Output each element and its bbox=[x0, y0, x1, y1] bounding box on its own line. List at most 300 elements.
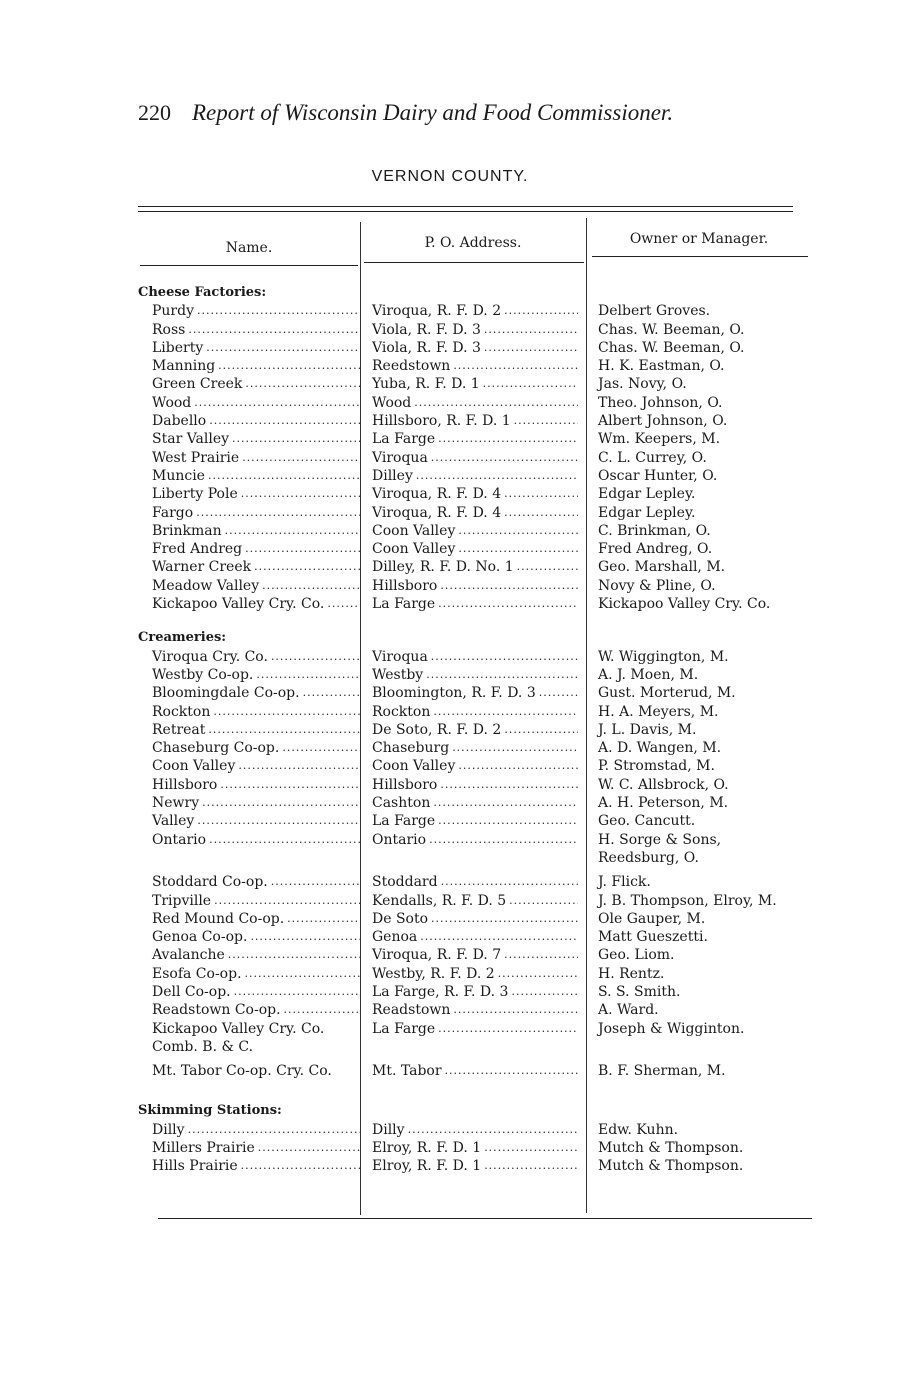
table-row bbox=[138, 873, 818, 891]
owner-cell bbox=[584, 302, 802, 320]
factory-name: Avalanche bbox=[152, 947, 225, 964]
owner-manager: C. L. Currey, O. bbox=[598, 449, 707, 466]
leader-dots bbox=[206, 412, 360, 430]
owner-manager: Jas. Novy, O. bbox=[598, 376, 687, 393]
factory-name-cell bbox=[138, 1062, 360, 1080]
po-address: Dilley bbox=[372, 467, 413, 484]
factory-name-cell bbox=[138, 558, 360, 576]
leader-dots bbox=[268, 648, 360, 666]
leader-dots bbox=[511, 412, 578, 430]
table-row bbox=[138, 739, 818, 757]
po-address: Viroqua, R. F. D. 4 bbox=[372, 504, 502, 521]
po-address: Yuba, R. F. D. 1 bbox=[372, 376, 480, 393]
address-cell bbox=[360, 485, 584, 503]
owner-cell bbox=[584, 1157, 802, 1175]
owner-manager: Mutch & Thompson. bbox=[598, 1140, 744, 1157]
table-row bbox=[138, 540, 818, 558]
leader-dots bbox=[255, 1139, 360, 1157]
table-row bbox=[138, 983, 818, 1001]
po-address: Rockton bbox=[372, 703, 431, 720]
section-heading: Skimming Stations: bbox=[138, 1103, 282, 1119]
leader-dots bbox=[481, 1157, 578, 1175]
table-row bbox=[138, 757, 818, 775]
address-cell bbox=[360, 577, 584, 595]
owner-cell bbox=[584, 339, 802, 357]
owner-manager: H. K. Eastman, O. bbox=[598, 358, 725, 375]
po-address: Viola, R. F. D. 3 bbox=[372, 321, 481, 338]
section-heading: Creameries: bbox=[138, 630, 227, 646]
leader-dots bbox=[514, 558, 578, 576]
po-address: La Farge bbox=[372, 813, 436, 830]
table-row bbox=[138, 577, 818, 595]
po-address: La Farge bbox=[372, 596, 436, 613]
owner-cell bbox=[584, 1062, 802, 1080]
leader-dots bbox=[324, 595, 360, 613]
address-cell bbox=[360, 522, 584, 540]
factory-name-cell bbox=[138, 485, 360, 503]
running-head bbox=[138, 100, 818, 126]
owner-manager: H. A. Meyers, M. bbox=[598, 703, 719, 720]
owner-manager: Kickapoo Valley Cry. Co. bbox=[598, 596, 771, 613]
owner-cell bbox=[584, 794, 802, 812]
leader-dots bbox=[501, 504, 578, 522]
factory-name-cell bbox=[138, 965, 360, 983]
factory-name: Kickapoo Valley Cry. Co. Comb. B. & C. bbox=[152, 1020, 325, 1055]
po-address: Dilley, R. F. D. No. 1 bbox=[372, 559, 514, 576]
table-row bbox=[138, 1121, 818, 1139]
leader-dots bbox=[210, 703, 360, 721]
factory-name-cell bbox=[138, 540, 360, 558]
table-row bbox=[138, 394, 818, 412]
owner-manager: J. B. Thompson, Elroy, M. bbox=[598, 892, 777, 909]
leader-dots bbox=[191, 394, 360, 412]
factory-name: Liberty bbox=[152, 339, 204, 356]
factory-name-cell bbox=[138, 302, 360, 320]
factory-name-cell bbox=[138, 910, 360, 928]
leader-dots bbox=[242, 375, 360, 393]
owner-cell bbox=[584, 873, 802, 891]
factory-name: Mt. Tabor Co-op. Cry. Co. bbox=[152, 1063, 332, 1080]
po-address: Viroqua bbox=[372, 449, 428, 466]
address-cell bbox=[360, 449, 584, 467]
header-underline-owner bbox=[592, 256, 808, 257]
owner-manager: Edgar Lepley. bbox=[598, 486, 696, 503]
owner-manager: W. Wiggington, M. bbox=[598, 648, 729, 665]
owner-manager: Geo. Liom. bbox=[598, 947, 675, 964]
leader-dots bbox=[428, 449, 578, 467]
po-address: Mt. Tabor bbox=[372, 1063, 442, 1080]
section-heading: Cheese Factories: bbox=[138, 285, 267, 300]
leader-dots bbox=[205, 721, 360, 739]
owner-cell bbox=[584, 666, 802, 684]
owner-cell bbox=[584, 1020, 802, 1038]
table-row bbox=[138, 648, 818, 666]
owner-manager: A. H. Peterson, M. bbox=[598, 795, 729, 812]
factory-name: Star Valley bbox=[152, 431, 230, 448]
factory-name: Warner Creek bbox=[152, 559, 252, 576]
factory-name: Esofa Co-op. bbox=[152, 965, 242, 982]
leader-dots bbox=[501, 485, 578, 503]
table-row bbox=[138, 1020, 818, 1057]
address-cell bbox=[360, 467, 584, 485]
leader-dots bbox=[430, 794, 578, 812]
owner-manager: Theo. Johnson, O. bbox=[598, 394, 723, 411]
factory-name-cell bbox=[138, 339, 360, 357]
address-cell bbox=[360, 412, 584, 430]
address-cell bbox=[360, 357, 584, 375]
leader-dots bbox=[428, 648, 578, 666]
address-cell bbox=[360, 703, 584, 721]
factory-name-cell bbox=[138, 776, 360, 794]
po-address: Bloomington, R. F. D. 3 bbox=[372, 685, 536, 702]
leader-dots bbox=[481, 1139, 578, 1157]
table-row bbox=[138, 965, 818, 983]
po-address: Wood bbox=[372, 394, 412, 411]
factory-name: Westby Co-op. bbox=[152, 666, 254, 683]
po-address: Readstown bbox=[372, 1002, 451, 1019]
table-row bbox=[138, 721, 818, 739]
table-row bbox=[138, 666, 818, 684]
table-row bbox=[138, 794, 818, 812]
table-row bbox=[138, 703, 818, 721]
factory-name-cell bbox=[138, 577, 360, 595]
leader-dots bbox=[480, 375, 578, 393]
bottom-rule bbox=[158, 1218, 812, 1219]
leader-dots bbox=[501, 302, 578, 320]
owner-cell bbox=[584, 467, 802, 485]
address-cell bbox=[360, 910, 584, 928]
top-rule bbox=[138, 206, 793, 207]
leader-dots bbox=[501, 721, 578, 739]
table-row bbox=[138, 1157, 818, 1175]
factory-name-cell bbox=[138, 467, 360, 485]
owner-cell bbox=[584, 648, 802, 666]
factory-name: Viroqua Cry. Co. bbox=[152, 648, 268, 665]
leader-dots bbox=[455, 522, 578, 540]
leader-dots bbox=[211, 892, 360, 910]
leader-dots bbox=[481, 321, 578, 339]
owner-cell bbox=[584, 1121, 802, 1139]
table-row bbox=[138, 485, 818, 503]
po-address: Coon Valley bbox=[372, 522, 456, 539]
factory-name-cell bbox=[138, 983, 360, 1001]
factory-name-cell bbox=[138, 1157, 360, 1175]
table-row bbox=[138, 831, 818, 868]
address-cell bbox=[360, 831, 584, 849]
po-address: Genoa bbox=[372, 929, 418, 946]
factory-name: Muncie bbox=[152, 467, 205, 484]
table-row bbox=[138, 892, 818, 910]
leader-dots bbox=[481, 339, 578, 357]
owner-cell bbox=[584, 430, 802, 448]
leader-dots bbox=[495, 965, 578, 983]
factory-name: West Prairie bbox=[152, 449, 240, 466]
factory-name-cell bbox=[138, 504, 360, 522]
factory-name-cell bbox=[138, 394, 360, 412]
factory-name-cell bbox=[138, 430, 360, 448]
address-cell bbox=[360, 721, 584, 739]
owner-cell bbox=[584, 1001, 802, 1019]
owner-manager: J. Flick. bbox=[598, 874, 651, 891]
factory-name-cell bbox=[138, 412, 360, 430]
header-underline-name bbox=[140, 265, 358, 266]
address-cell bbox=[360, 873, 584, 891]
owner-cell bbox=[584, 965, 802, 983]
factory-name: Bloomingdale Co-op. bbox=[152, 685, 300, 702]
factory-name-cell bbox=[138, 946, 360, 964]
factory-name-cell bbox=[138, 666, 360, 684]
owner-manager: Edw. Kuhn. bbox=[598, 1121, 679, 1138]
po-address: Coon Valley bbox=[372, 758, 456, 775]
owner-cell bbox=[584, 928, 802, 946]
owner-manager: Matt Gueszetti. bbox=[598, 929, 708, 946]
po-address: De Soto, R. F. D. 2 bbox=[372, 721, 502, 738]
leader-dots bbox=[238, 485, 360, 503]
factory-name: Green Creek bbox=[152, 376, 243, 393]
factory-name-cell bbox=[138, 449, 360, 467]
leader-dots bbox=[242, 965, 360, 983]
owner-cell bbox=[584, 522, 802, 540]
owner-cell bbox=[584, 577, 802, 595]
address-cell bbox=[360, 1121, 584, 1139]
factory-name-cell bbox=[138, 1139, 360, 1157]
address-cell bbox=[360, 666, 584, 684]
leader-dots bbox=[437, 577, 578, 595]
table-row bbox=[138, 339, 818, 357]
owner-manager: J. L. Davis, M. bbox=[598, 721, 697, 738]
po-address: La Farge, R. F. D. 3 bbox=[372, 983, 509, 1000]
factory-name: Genoa Co-op. bbox=[152, 929, 248, 946]
factory-name-cell bbox=[138, 522, 360, 540]
leader-dots bbox=[455, 757, 578, 775]
address-cell bbox=[360, 965, 584, 983]
leader-dots bbox=[185, 1121, 360, 1139]
po-address: Viroqua, R. F. D. 4 bbox=[372, 486, 502, 503]
factory-name-cell bbox=[138, 892, 360, 910]
leader-dots bbox=[423, 666, 578, 684]
owner-cell bbox=[584, 485, 802, 503]
address-cell bbox=[360, 648, 584, 666]
owner-cell bbox=[584, 703, 802, 721]
factory-name-cell bbox=[138, 794, 360, 812]
leader-dots bbox=[506, 892, 578, 910]
owner-cell bbox=[584, 892, 802, 910]
factory-name-cell bbox=[138, 595, 360, 613]
owner-manager: S. S. Smith. bbox=[598, 983, 681, 1000]
factory-name: Stoddard Co-op. bbox=[152, 874, 268, 891]
factory-name: Kickapoo Valley Cry. Co. bbox=[152, 596, 325, 613]
leader-dots bbox=[411, 394, 578, 412]
owner-cell bbox=[584, 449, 802, 467]
leader-dots bbox=[217, 776, 360, 794]
leader-dots bbox=[206, 831, 360, 849]
owner-manager: B. F. Sherman, M. bbox=[598, 1063, 726, 1080]
leader-dots bbox=[238, 1157, 360, 1175]
owner-cell bbox=[584, 910, 802, 928]
address-cell bbox=[360, 339, 584, 357]
address-cell bbox=[360, 394, 584, 412]
leader-dots bbox=[215, 357, 360, 375]
factory-name-cell bbox=[138, 721, 360, 739]
factory-name-cell bbox=[138, 321, 360, 339]
leader-dots bbox=[231, 983, 360, 1001]
owner-manager: Geo. Cancutt. bbox=[598, 813, 696, 830]
leader-dots bbox=[194, 302, 360, 320]
address-cell bbox=[360, 302, 584, 320]
factory-name-cell bbox=[138, 1020, 360, 1057]
table-row bbox=[138, 558, 818, 576]
owner-cell bbox=[584, 1139, 802, 1157]
factory-name: Meadow Valley bbox=[152, 577, 260, 594]
owner-manager: Geo. Marshall, M. bbox=[598, 559, 726, 576]
owner-manager: Chas. W. Beeman, O. bbox=[598, 321, 745, 338]
leader-dots bbox=[229, 430, 360, 448]
address-cell bbox=[360, 776, 584, 794]
column-header-owner: Owner or Manager. bbox=[629, 231, 769, 247]
po-address: Stoddard bbox=[372, 874, 438, 891]
leader-dots bbox=[455, 540, 578, 558]
leader-dots bbox=[253, 666, 360, 684]
leader-dots bbox=[450, 357, 578, 375]
leader-dots bbox=[279, 739, 360, 757]
address-cell bbox=[360, 1157, 584, 1175]
owner-cell bbox=[584, 831, 802, 868]
factory-name-cell bbox=[138, 1121, 360, 1139]
owner-cell bbox=[584, 595, 802, 613]
factory-name: Chaseburg Co-op. bbox=[152, 740, 280, 757]
table-row bbox=[138, 504, 818, 522]
table-row bbox=[138, 430, 818, 448]
owner-cell bbox=[584, 504, 802, 522]
leader-dots bbox=[199, 794, 360, 812]
table-row bbox=[138, 522, 818, 540]
owner-cell bbox=[584, 394, 802, 412]
factory-name-cell bbox=[138, 812, 360, 830]
owner-manager: Gust. Morterud, M. bbox=[598, 685, 736, 702]
address-cell bbox=[360, 1139, 584, 1157]
factory-name: Coon Valley bbox=[152, 758, 236, 775]
po-address: Hillsboro bbox=[372, 776, 438, 793]
po-address: Westby, R. F. D. 2 bbox=[372, 965, 495, 982]
table-row bbox=[138, 449, 818, 467]
po-address: Coon Valley bbox=[372, 541, 456, 558]
owner-cell bbox=[584, 321, 802, 339]
table-row bbox=[138, 375, 818, 393]
owner-cell bbox=[584, 812, 802, 830]
table-row bbox=[138, 928, 818, 946]
factory-name-cell bbox=[138, 1001, 360, 1019]
factory-name: Hills Prairie bbox=[152, 1158, 238, 1175]
owner-cell bbox=[584, 357, 802, 375]
owner-manager: P. Stromstad, M. bbox=[598, 758, 715, 775]
leader-dots bbox=[437, 776, 578, 794]
leader-dots bbox=[442, 1062, 578, 1080]
po-address: Dilly bbox=[372, 1121, 405, 1138]
po-address: Cashton bbox=[372, 795, 431, 812]
owner-manager: H. Sorge & Sons, Reedsburg, O. bbox=[598, 831, 722, 866]
owner-manager: Chas. W. Beeman, O. bbox=[598, 339, 745, 356]
owner-cell bbox=[584, 558, 802, 576]
section-gap bbox=[138, 613, 818, 629]
po-address: Westby bbox=[372, 666, 424, 683]
po-address: De Soto bbox=[372, 910, 429, 927]
factory-name: Fred Andreg bbox=[152, 541, 243, 558]
owner-cell bbox=[584, 375, 802, 393]
leader-dots bbox=[501, 946, 578, 964]
owner-cell bbox=[584, 757, 802, 775]
factory-name: Millers Prairie bbox=[152, 1140, 255, 1157]
leader-dots bbox=[449, 739, 578, 757]
table-row bbox=[138, 302, 818, 320]
owner-manager: Novy & Pline, O. bbox=[598, 577, 716, 594]
table-row bbox=[138, 467, 818, 485]
po-address: La Farge bbox=[372, 431, 436, 448]
po-address: Hillsboro bbox=[372, 577, 438, 594]
table-row bbox=[138, 1139, 818, 1157]
leader-dots bbox=[203, 339, 360, 357]
leader-dots bbox=[435, 812, 578, 830]
address-cell bbox=[360, 1062, 584, 1080]
factory-name-cell bbox=[138, 648, 360, 666]
owner-manager: C. Brinkman, O. bbox=[598, 522, 711, 539]
leader-dots bbox=[284, 910, 360, 928]
leader-dots bbox=[193, 504, 360, 522]
factory-name: Liberty Pole bbox=[152, 486, 238, 503]
factory-name: Fargo bbox=[152, 504, 194, 521]
leader-dots bbox=[268, 873, 360, 891]
factory-name: Readstown Co-op. bbox=[152, 1002, 281, 1019]
address-cell bbox=[360, 983, 584, 1001]
owner-cell bbox=[584, 412, 802, 430]
leader-dots bbox=[205, 467, 360, 485]
leader-dots bbox=[222, 522, 360, 540]
owner-cell bbox=[584, 684, 802, 702]
address-cell bbox=[360, 684, 584, 702]
leader-dots bbox=[405, 1121, 578, 1139]
po-address: Viola, R. F. D. 3 bbox=[372, 339, 481, 356]
column-header-address: P. O. Address. bbox=[424, 235, 522, 251]
leader-dots bbox=[428, 910, 578, 928]
po-address: Elroy, R. F. D. 1 bbox=[372, 1140, 482, 1157]
section-gap bbox=[138, 1086, 818, 1102]
owner-cell bbox=[584, 983, 802, 1001]
factory-name-cell bbox=[138, 703, 360, 721]
factory-name-cell bbox=[138, 375, 360, 393]
table-row bbox=[138, 595, 818, 613]
table-row bbox=[138, 946, 818, 964]
address-cell bbox=[360, 794, 584, 812]
po-address: Viroqua, R. F. D. 2 bbox=[372, 303, 502, 320]
factory-name-cell bbox=[138, 831, 360, 849]
leader-dots bbox=[225, 946, 360, 964]
factory-name: Brinkman bbox=[152, 522, 222, 539]
owner-cell bbox=[584, 946, 802, 964]
factory-name-cell bbox=[138, 757, 360, 775]
address-cell bbox=[360, 757, 584, 775]
owner-manager: H. Rentz. bbox=[598, 965, 665, 982]
factory-name: Dell Co-op. bbox=[152, 983, 231, 1000]
factory-name-cell bbox=[138, 357, 360, 375]
leader-dots bbox=[247, 928, 360, 946]
table-row bbox=[138, 684, 818, 702]
factory-name: Ross bbox=[152, 321, 186, 338]
owner-cell bbox=[584, 776, 802, 794]
factory-name-cell bbox=[138, 739, 360, 757]
po-address: Reedstown bbox=[372, 358, 451, 375]
column-header-name: Name. bbox=[225, 240, 273, 256]
table-row bbox=[138, 321, 818, 339]
leader-dots bbox=[239, 449, 360, 467]
